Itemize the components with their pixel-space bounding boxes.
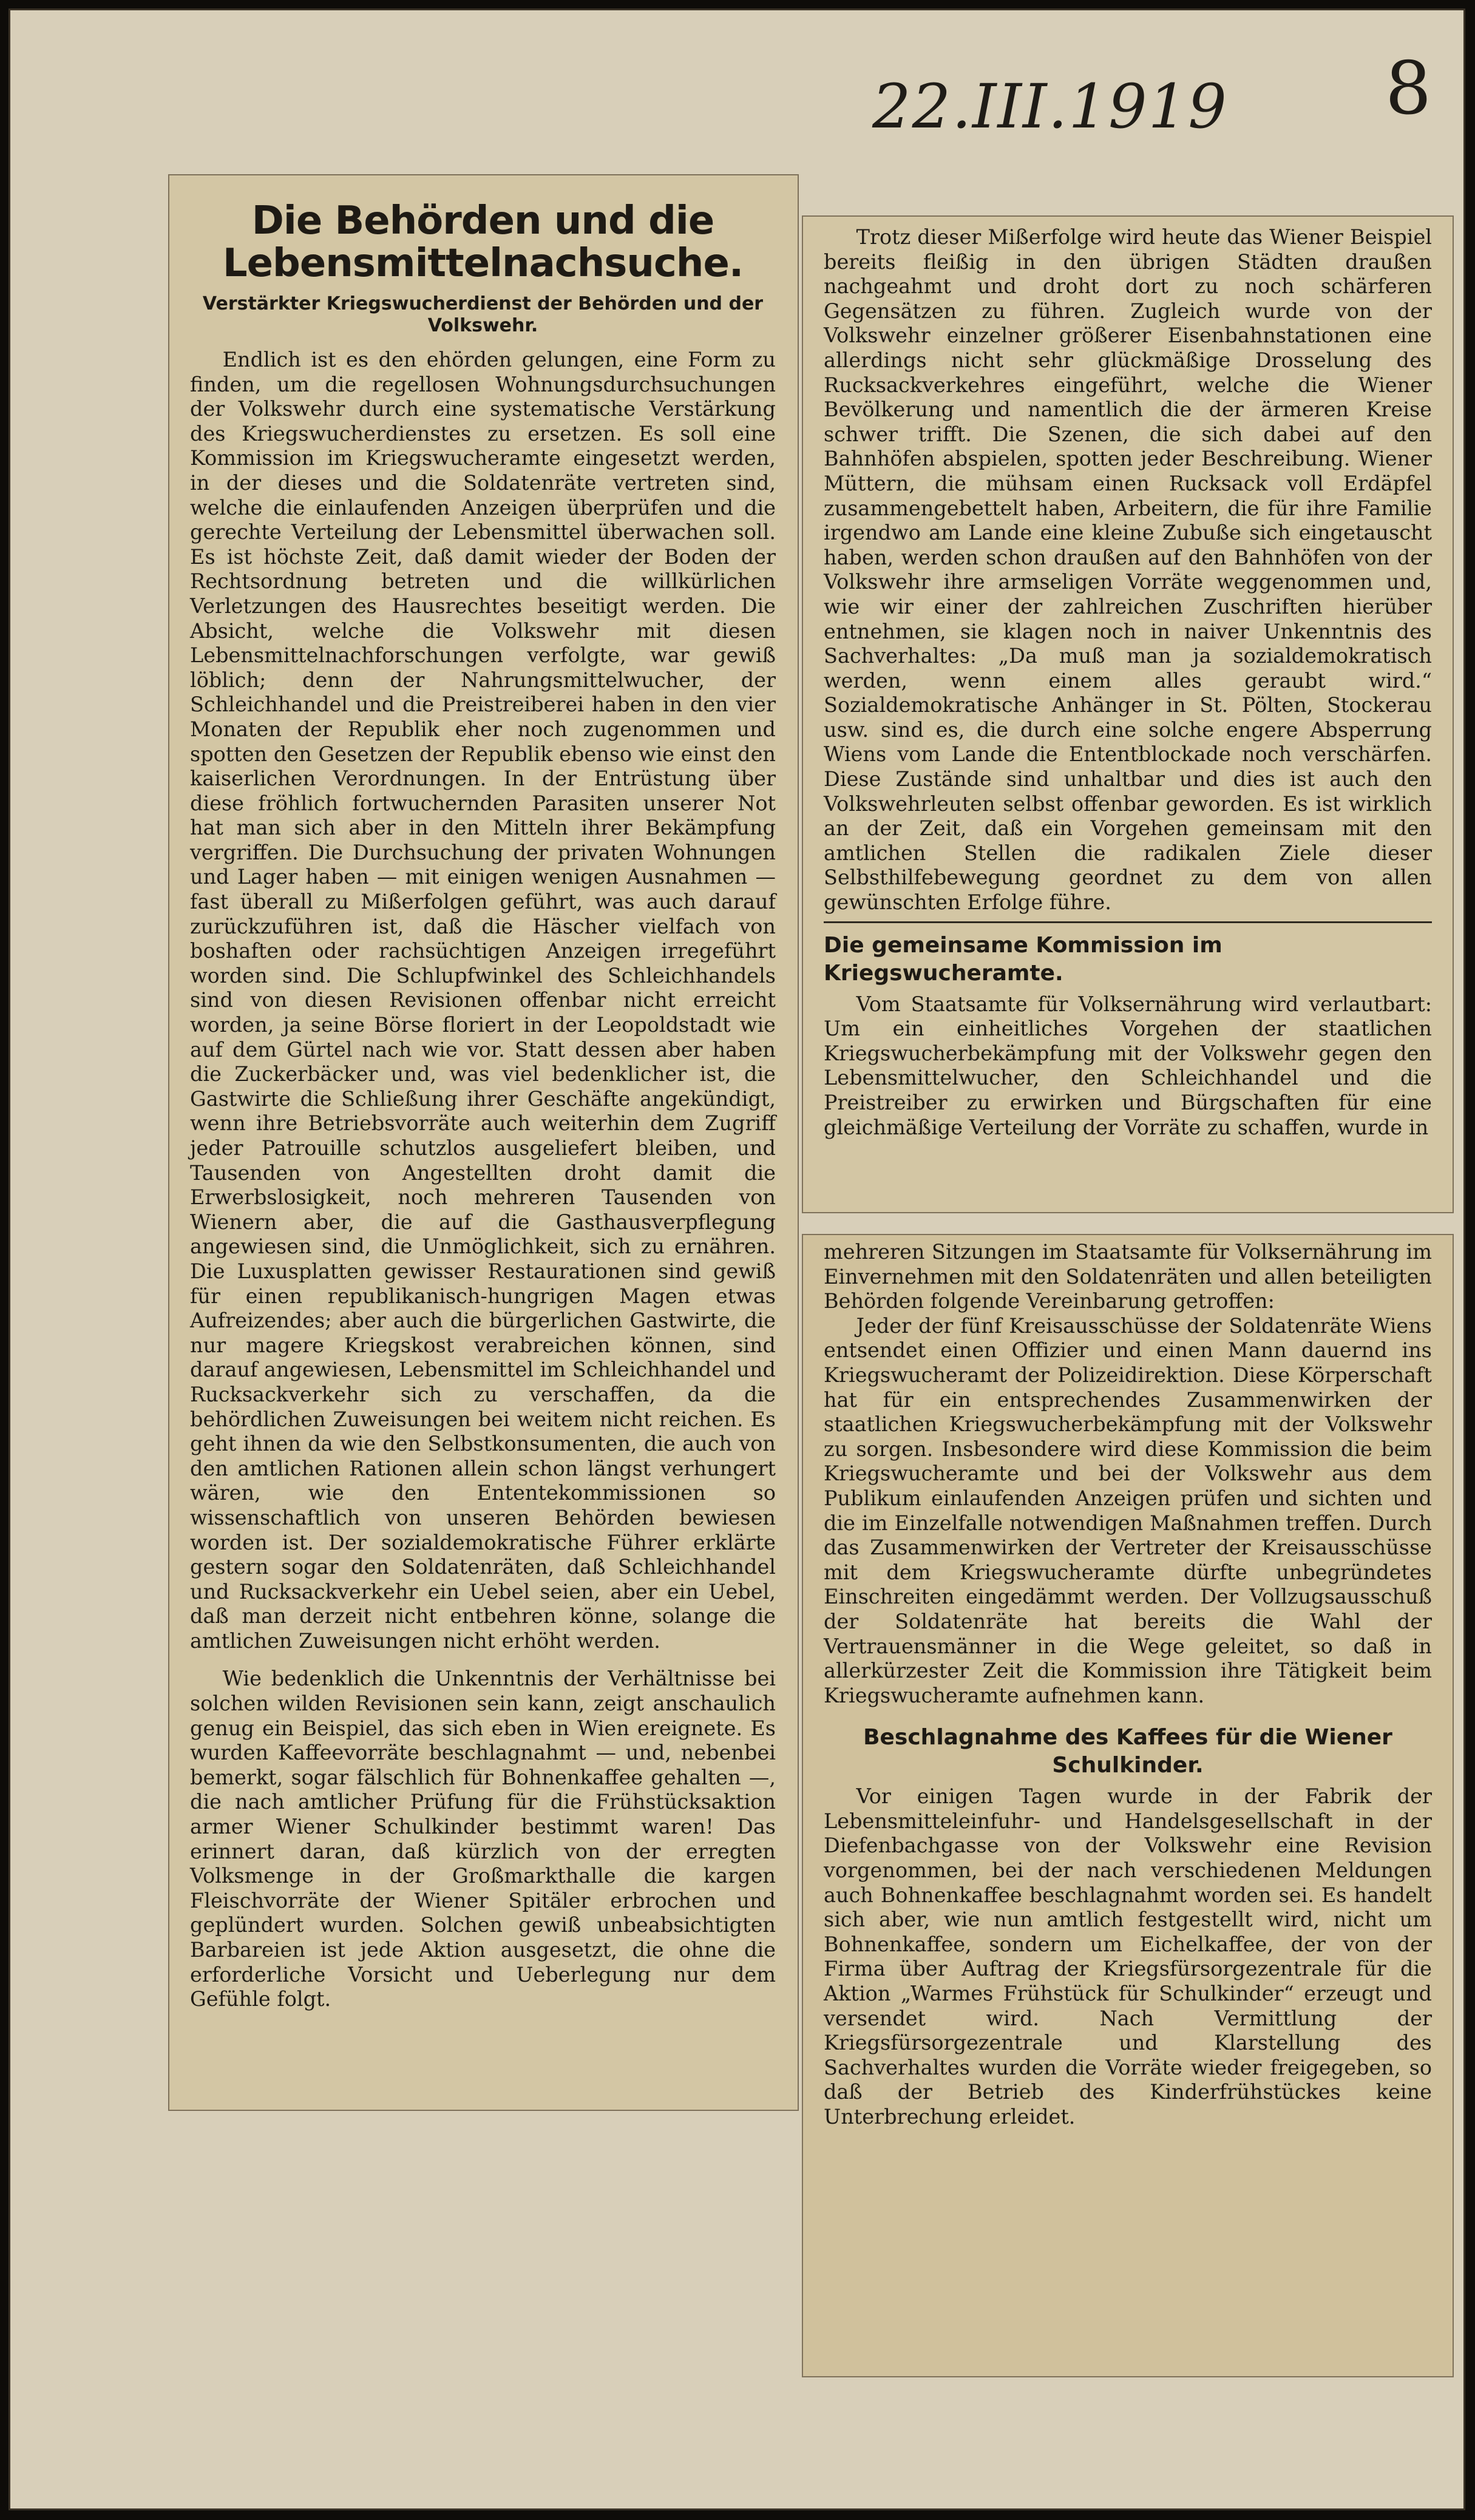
newspaper-clipping-right-bottom [803,1235,1453,2376]
article-paragraph: Vom Staatsamte für Volksernährung wird verlautbart: Um ein einheitliches Vorgehen der staatlichen Kriegswucherbekämpfung mit der Volkswehr gegen den Lebensmittelwucher, den Schleichhandel und die Preistreiber zu erwirken und Bürgschaften für eine gleichmäßige Verteilung der Vorräte zu schaffen, wurde in [824,992,1432,1139]
article-paragraph: Jeder der fünf Kreisausschüsse der Soldatenräte Wiens entsendet einen Offizier und einen Mann dauernd ins Kriegswucheramt der Polizeidirektion. Diese Körperschaft hat für ein entsprechendes Zusammenwirken der staatlichen Kriegswucherbekämpfung mit der Volkswehr zu sorgen. Insbesondere wird diese Kommission die beim Kriegswucheramte und bei der Volkswehr aus dem Publikum einlaufenden Anzeigen prüfen und sichten und die im Einzelfalle notwendigen Maßnahmen treffen. Durch das Zusammenwirken der Vertreter der Kreisausschüsse mit dem Kriegswucheramte dürfte unbegründetes Einschreiten eingedämmt werden. Der Vollzugsausschuß der Soldatenräte hat bereits die Wahl der Vertrauensmänner in die Wege geleitet, so daß in allerkürzester Zeit die Kommission ihre Tätigkeit beim Kriegswucheramte aufnehmen kann. [824,1313,1432,1707]
article-subheadline: Verstärkter Kriegswucherdienst der Behörden und der Volkswehr. [202,293,764,336]
archive-page [8,8,1465,2510]
article-paragraph: mehreren Sitzungen im Staatsamte für Volksernährung im Einvernehmen mit den Soldatenräten und allen beteiligten Behörden folgende Vereinbarung getroffen: [824,1240,1432,1313]
divider [824,921,1432,923]
article-headline: Die Behörden und die Lebensmittelnachsuche. [222,198,744,286]
article-paragraph: Vor einigen Tagen wurde in der Fabrik der Lebensmitteleinfuhr- und Handelsgesellschaft in der Diefenbachgasse von der Volkswehr eine Revision vorgenommen, bei der nach verschiedenen Meldungen auch Bohnenkaffee beschlagnahmt worden sei. Es handelt sich aber, wie nun amtlich festgestellt wird, nicht um Bohnenkaffee, sondern um Eichelkaffee, der von der Firma über Auftrag der Kriegsfürsorgezentrale für die Aktion „Warmes Frühstück für Schulkinder“ erzeugt und versendet wird. Nach Vermittlung der Kriegsfürsorgezentrale und Klarstellung des Sachverhaltes wurden die Vorräte wieder freigegeben, so daß der Betrieb des Kinderfrühstückes keine Unterbrechung erleidet. [824,1784,1432,2129]
section-title-coffee: Beschlagnahme des Kaffees für die Wiener Schulkinder. [863,1725,1392,1778]
article-paragraph: Trotz dieser Mißerfolge wird heute das Wiener Beispiel bereits fleißig in den übrigen Städten draußen nachgeahmt und droht dort zu noch schärferen Gegensätzen zu führen. Zugleich wurde von der Volkswehr einzelner größerer Eisenbahnstationen eine allerdings nicht sehr glückmäßige Drosselung des Rucksackverkehres eingeführt, welche die Wiener Bevölkerung und namentlich die der ärmeren Kreise schwer trifft. Die Szenen, die sich dabei auf den Bahnhöfen abspielen, spotten jeder Beschreibung. Wiener Müttern, die mühsam einen Rucksack voll Erdäpfel zusammengebettelt haben, Arbeitern, die für ihre Familie irgendwo am Lande eine kleine Zubuße sich eingetauscht haben, werden schon draußen auf den Bahnhöfen von der Volkswehr ihre armseligen Vorräte weggenommen und, wie wir einer der zahlreichen Zuschriften hierüber entnehmen, sie klagen noch in naiver Unkenntnis des Sachverhaltes: „Da muß man ja sozialdemokratisch werden, wenn einem alles geraubt wird.“ Sozialdemokratische Anhänger in St. Pölten, Stockerau usw. sind es, die durch eine solche engere Absperrung Wiens vom Lande die Ententblockade noch verschärfen. Diese Zustände sind unhaltbar und dies ist auch den Volkswehrleuten selbst offenbar geworden. Es ist wirklich an der Zeit, daß ein Vorgehen gemeinsam mit den amtlichen Stellen die radikalen Ziele dieser Selbsthilfebewegung geordnet zu dem von allen gewünschten Erfolge führe. [824,225,1432,915]
article-paragraph: Wie bedenklich die Unkenntnis der Verhältnisse bei solchen wilden Revisionen sein kann, zeigt anschaulich genug ein Beispiel, das sich eben in Wien ereignete. Es wurden Kaffeevorräte beschlagnahmt — und, nebenbei bemerkt, sogar fälschlich für Bohnenkaffee gehalten —, die nach amtlicher Prüfung für die Frühstücksaktion armer Wiener Schulkinder bestimmt waren! Das erinnert daran, daß kürzlich von der erregten Volksmenge in der Großmarkthalle die kargen Fleischvorräte der Wiener Spitäler erbrochen und geplündert wurden. Solchen gewiß unbeabsichtigten Barbareien ist jede Aktion ausgesetzt, die ohne die erforderliche Vorsicht und Ueberlegung nur dem Gefühle folgt. [190,1667,776,2011]
handwritten-date: 22.III.1919 [872,71,1228,142]
handwritten-page-number: 8 [1385,47,1432,131]
article-paragraph: Endlich ist es den ehörden gelungen, eine Form zu finden, um die regellosen Wohnungsdurchsuchungen der Volkswehr durch eine systematische Verstärkung des Kriegswucherdienstes zu ersetzen. Es soll eine Kommission im Kriegswucheramte eingesetzt werden, in der dieses und die Soldatenräte vertreten sind, welche die einlaufenden Anzeigen überprüfen und die gerechte Verteilung der Lebensmittel überwachen soll. Es ist höchste Zeit, daß damit wieder der Boden der Rechtsordnung betreten und die willkürlichen Verletzungen des Hausrechtes beseitigt werden. Die Absicht, welche die Volkswehr mit diesen Lebensmittelnachforschungen verfolgte, war gewiß löblich; denn der Nahrungsmittelwucher, der Schleichhandel und die Preistreiberei haben in den vier Monaten der Republik eher noch zugenommen und spotten den Gesetzen der Republik ebenso wie einst den kaiserlichen Verordnungen. In der Entrüstung über diese fröhlich fortwuchernden Parasiten unserer Not hat man sich aber in den Mitteln ihrer Bekämpfung vergriffen. Die Durchsuchung der privaten Wohnungen und Lager haben — mit einigen wenigen Ausnahmen — fast überall zu Mißerfolgen geführt, was auch darauf zurückzuführen ist, daß die Häscher vielfach von boshaften oder rachsüchtigen Anzeigen irregeführt worden sind. Die Schlupfwinkel des Schleichhandels sind von diesen Revisionen offenbar nicht erreicht worden, ja seine Börse floriert in der Leopoldstadt wie auf dem Gürtel nach wie vor. Statt dessen aber haben die Zuckerbäcker und, was viel bedenklicher ist, die Gastwirte die Schließung ihrer Geschäfte angekündigt, wenn ihre Betriebsvorräte auch weiterhin dem Zugriff jeder Patrouille schutzlos ausgeliefert bleiben, und Tausenden von Angestellten droht damit die Erwerbslosigkeit, noch mehreren Tausenden von Wienern aber, die auf die Gasthausverpflegung angewiesen sind, die Unmöglichkeit, sich zu ernähren. Die Luxusplatten gewisser Restaurationen sind gewiß für einen republikanisch-hungrigen Magen etwas Aufreizendes; aber auch die bürgerlichen Gastwirte, die nur magere Kriegskost verabreichen können, sind darauf angewiesen, Lebensmittel im Schleichhandel und Rucksackverkehr sich zu verschaffen, da die behördlichen Zuweisungen bei weitem nicht reichen. Es geht ihnen da wie den Selbstkonsumenten, die auch von den amtlichen Rationen allein schon längst verhungert wären, wie den Ententekommissionen so wissenschaftlich von unseren Behörden bewiesen worden ist. Der sozialdemokratische Führer erklärte gestern sogar den Soldatenräten, daß Schleichhandel und Rucksackverkehr ein Uebel seien, aber ein Uebel, daß man derzeit nicht entbehren könne, solange die amtlichen Zuweisungen nicht erhöht werden. [190,348,776,1653]
newspaper-clipping-right-top [803,217,1453,1212]
newspaper-clipping-left [169,175,798,2110]
section-title-commission: Die gemeinsame Kommission im Kriegswucheramte. [824,932,1222,986]
